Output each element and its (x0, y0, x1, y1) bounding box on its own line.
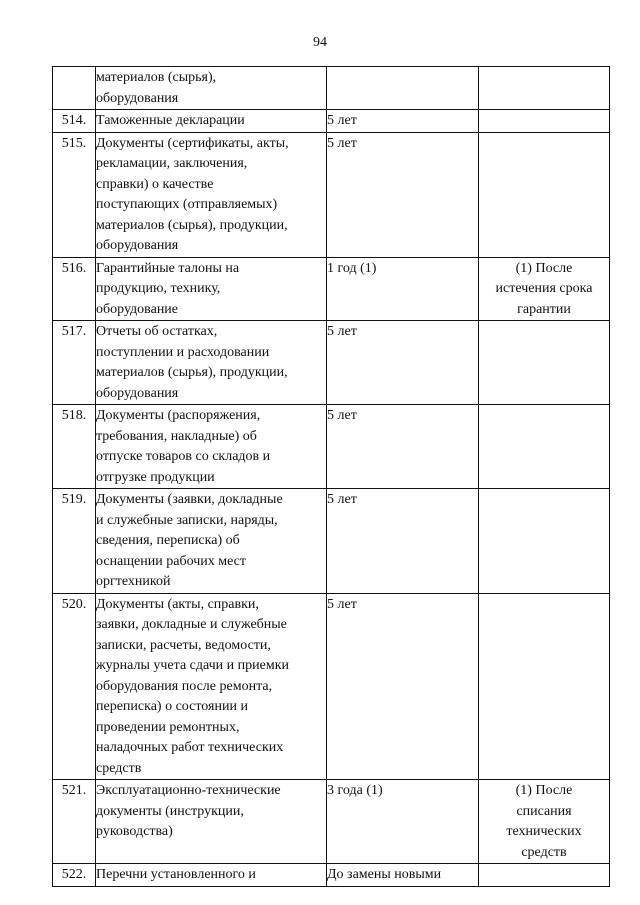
retention-term-line: 5 лет (327, 135, 357, 151)
note-cell (479, 132, 610, 257)
note-line: списания (516, 803, 572, 819)
row-number-cell: 522. (53, 864, 96, 887)
row-number-cell: 520. (53, 593, 96, 780)
table-row (53, 864, 610, 887)
note-cell (479, 405, 610, 489)
row-number-cell (53, 67, 96, 110)
document-name-line: проведении ремонтных, (96, 719, 240, 735)
document-name-line: оргтехникой (96, 574, 171, 589)
document-name-line: руководства) (96, 824, 173, 839)
note-cell (479, 489, 610, 594)
document-name-cell (96, 489, 327, 594)
document-name-line: заявки, докладные и служебные (96, 617, 287, 632)
note-line (479, 406, 609, 427)
document-name-line: документы (инструкции, (96, 803, 244, 819)
table-row (53, 132, 610, 257)
row-number-cell: 516. (53, 257, 96, 321)
document-name-line: оборудование (96, 301, 179, 317)
document-name-cell (96, 257, 327, 321)
table-row (53, 780, 610, 864)
retention-table-body (53, 67, 610, 887)
row-number-cell: 519. (53, 489, 96, 594)
note-cell (479, 257, 610, 321)
document-name-line: отгрузке продукции (96, 469, 215, 485)
retention-term-line: 5 лет (327, 408, 357, 423)
retention-term-line: 5 лет (327, 324, 357, 339)
table-row (53, 257, 610, 321)
note-line (479, 322, 609, 343)
document-name-line: наладочных работ технических (96, 740, 284, 755)
document-name-line: оборудования (96, 90, 179, 106)
document-name-line: оснащении рабочих мест (96, 553, 247, 569)
note-line (479, 111, 609, 132)
note-cell (479, 593, 610, 780)
note-line (479, 595, 609, 616)
table-row (53, 110, 610, 133)
row-number-cell: 521. (53, 780, 96, 864)
document-name-line: средств (96, 760, 142, 776)
document-name-line: материалов (сырья), (96, 70, 217, 85)
table-row (53, 67, 610, 110)
document-name-line: Документы (заявки, докладные (96, 492, 283, 507)
retention-term-line (327, 68, 478, 89)
note-line: гарантии (517, 301, 571, 317)
document-name-line: Документы (акты, справки, (96, 596, 259, 612)
note-cell (479, 67, 610, 110)
document-name-line: Таможенные декларации (96, 113, 245, 128)
note-cell (479, 780, 610, 864)
note-line: (1) После (515, 260, 573, 276)
document-name-line: поступающих (отправляемых) (96, 197, 278, 212)
note-cell (479, 321, 610, 405)
note-line: технических (506, 824, 582, 839)
row-number-cell: 518. (53, 405, 96, 489)
document-name-line: переписка) о состоянии и (96, 699, 248, 714)
retention-term-line: До замены новыми (327, 867, 442, 882)
document-name-line: и служебные записки, наряды, (96, 512, 278, 528)
retention-term-cell (327, 489, 479, 594)
note-cell (479, 110, 610, 133)
table-row (53, 321, 610, 405)
document-name-line: Гарантийные талоны на (96, 260, 240, 276)
note-line (479, 134, 609, 155)
retention-term-cell (327, 405, 479, 489)
document-name-line: отпуске товаров со складов и (96, 449, 271, 464)
retention-term-cell (327, 593, 479, 780)
note-line (479, 490, 609, 511)
document-name-cell (96, 864, 327, 887)
document-name-line: Документы (сертификаты, акты, (96, 135, 289, 151)
document-name-cell (96, 780, 327, 864)
document-name-line: Перечни установленного и (96, 867, 256, 882)
document-name-line: сведения, переписка) об (96, 533, 240, 548)
document-name-cell (96, 132, 327, 257)
row-number-cell: 514. (53, 110, 96, 133)
document-name-line: оборудования (96, 385, 179, 401)
document-name-line: поступлении и расходовании (96, 344, 270, 360)
document-name-line: оборудования (96, 238, 179, 253)
document-name-line: оборудования после ремонта, (96, 678, 273, 694)
note-line (479, 68, 609, 89)
document-name-line: справки) о качестве (96, 176, 214, 192)
document-name-line: Документы (распоряжения, (96, 408, 261, 423)
retention-table (52, 66, 610, 887)
retention-term-line: 3 года (1) (327, 783, 383, 798)
note-cell (479, 864, 610, 887)
retention-term-cell (327, 257, 479, 321)
retention-term-line: 5 лет (327, 596, 357, 612)
retention-term-cell (327, 321, 479, 405)
document-name-cell (96, 67, 327, 110)
note-line (479, 865, 609, 886)
document-name-cell (96, 110, 327, 133)
retention-term-cell (327, 864, 479, 887)
document-name-line: материалов (сырья), продукции, (96, 365, 288, 380)
document-name-line: рекламации, заключения, (96, 156, 248, 171)
retention-term-line: 5 лет (327, 492, 357, 507)
document-name-line: записки, расчеты, ведомости, (96, 637, 271, 653)
document-name-line: продукцию, технику, (96, 281, 221, 296)
document-name-line: журналы учета сдачи и приемки (96, 658, 290, 673)
document-name-cell (96, 405, 327, 489)
document-name-cell (96, 593, 327, 780)
table-row (53, 489, 610, 594)
note-line: истечения срока (495, 281, 593, 296)
row-number-cell: 517. (53, 321, 96, 405)
document-name-line: Отчеты об остатках, (96, 324, 218, 339)
document-name-cell (96, 321, 327, 405)
document-name-line: материалов (сырья), продукции, (96, 217, 288, 233)
retention-term-cell (327, 132, 479, 257)
table-row (53, 593, 610, 780)
retention-term-cell (327, 67, 479, 110)
retention-term-line: 5 лет (327, 113, 357, 128)
note-line: (1) После (515, 783, 573, 798)
retention-term-cell (327, 110, 479, 133)
document-name-line: требования, накладные) об (96, 428, 257, 444)
retention-term-cell (327, 780, 479, 864)
retention-term-line: 1 год (1) (327, 260, 377, 276)
table-row (53, 405, 610, 489)
document-name-line: Эксплуатационно-технические (96, 783, 281, 798)
page-number: 94 (313, 35, 327, 50)
row-number-cell: 515. (53, 132, 96, 257)
note-line: средств (521, 844, 567, 860)
